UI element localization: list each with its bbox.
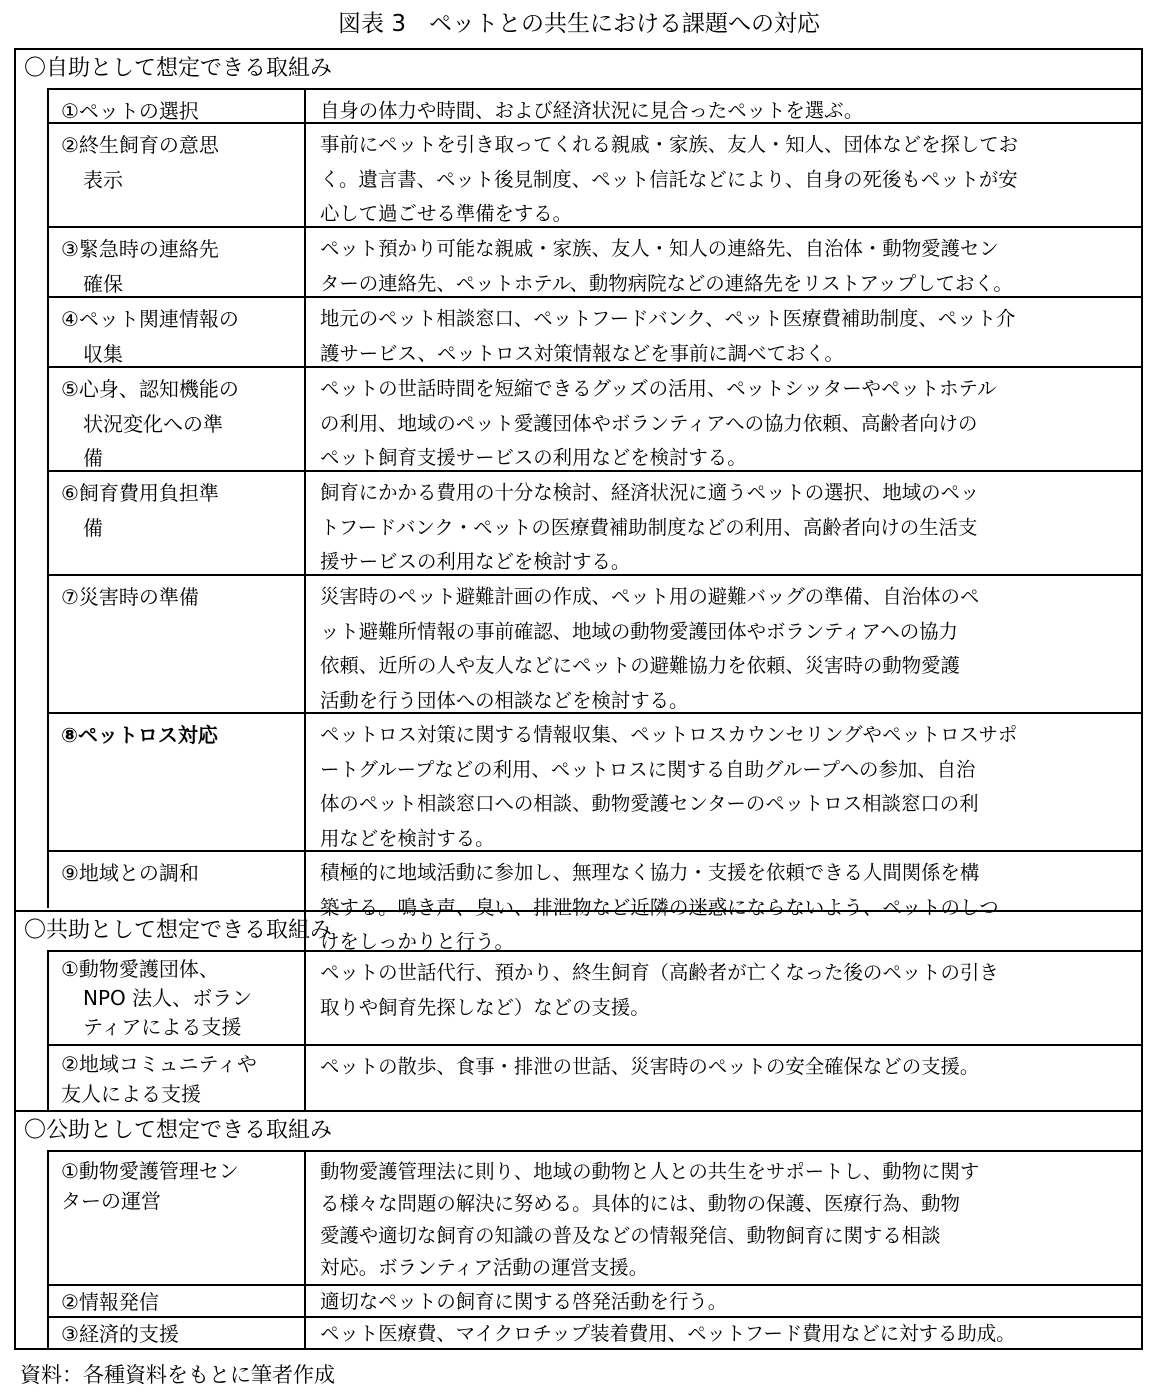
label-line: ①ペットの選択 <box>61 99 199 123</box>
table-row <box>49 296 1141 368</box>
table-row <box>49 950 1141 1046</box>
label-line: 友人による支援 <box>61 1082 201 1106</box>
text-line: ペットの世話時間を短縮できるグッズの活用、ペットシッターやペットホテル <box>320 377 997 400</box>
text-line: 援サービスの利用などを検討する。 <box>320 550 631 573</box>
row-label <box>49 1152 306 1286</box>
row-description <box>306 576 1141 714</box>
text-line: 自身の体力や時間、および経済状況に見合ったペットを選ぶ。 <box>320 99 864 122</box>
row-label <box>49 714 306 852</box>
label-line: 確保 <box>83 271 123 296</box>
row-description <box>306 124 1141 228</box>
text-line: く。遺言書、ペット後見制度、ペット信託などにより、自身の死後もペットが安 <box>320 167 1018 191</box>
text-line: ペット医療費、マイクロチップ装着費用、ペットフード費用などに対する助成。 <box>320 1322 1016 1345</box>
label-line: ⑤心身、認知機能の <box>61 377 239 401</box>
text-line: 地元のペット相談窓口、ペットフードバンク、ペット医療費補助制度、ペット介 <box>320 307 1016 330</box>
label-line: NPO 法人、ボラン <box>83 986 253 1010</box>
row-description <box>306 298 1141 368</box>
text-line: 活動を行う団体への相談などを検討する。 <box>320 688 689 712</box>
text-line: 適切なペットの飼育に関する啓発活動を行う。 <box>320 1290 728 1313</box>
text-line: 飼育にかかる費用の十分な検討、経済状況に適うペットの選択、地域のペッ <box>320 481 980 504</box>
text-line: 積極的に地域活動に参加し、無理なく協力・支援を依頼できる人間関係を構 <box>320 861 980 884</box>
text-line: る様々な問題の解決に努める。具体的には、動物の保護、医療行為、動物 <box>320 1192 960 1215</box>
row-description <box>306 714 1141 852</box>
label-line: 備 <box>83 446 103 470</box>
label-line: ⑥飼育費用負担準 <box>61 481 219 505</box>
table-row <box>49 88 1141 124</box>
row-label <box>49 576 306 714</box>
table-row <box>49 1044 1141 1112</box>
row-label <box>49 368 306 472</box>
text-line: 対応。ボランティア活動の運営支援。 <box>320 1256 649 1279</box>
row-label <box>49 952 306 1046</box>
label-line: 表示 <box>83 167 123 192</box>
table-row <box>49 574 1141 714</box>
mutual-help-rows <box>47 950 1141 1110</box>
row-label <box>49 124 306 228</box>
label-line: ターの運営 <box>61 1189 161 1213</box>
label-line: ②情報発信 <box>61 1290 159 1314</box>
section-heading-public-help: 〇公助として想定できる取組み <box>24 1118 333 1143</box>
row-description <box>306 1318 1141 1350</box>
text-line: 用などを検討する。 <box>320 826 495 850</box>
figure-title: 図表 3 ペットとの共生における課題への対応 <box>338 11 820 37</box>
row-label <box>49 1318 306 1350</box>
label-line: 状況変化への準 <box>83 411 223 436</box>
text-line: 取りや飼育先探しなど）などの支援。 <box>320 995 650 1019</box>
label-line: ②地域コミュニティや <box>61 1052 257 1076</box>
row-description <box>306 472 1141 576</box>
text-line: ペットの散歩、食事・排泄の世話、災害時のペットの安全確保などの支援。 <box>320 1055 980 1078</box>
text-line: ペット預かり可能な親戚・家族、友人・知人の連絡先、自治体・動物愛護セン <box>320 237 999 260</box>
section-heading-self-help: 〇自助として想定できる取組み <box>24 56 333 81</box>
text-line: ートグループなどの利用、ペットロスに関する自助グループへの参加、自治 <box>320 757 976 781</box>
label-line: ④ペット関連情報の <box>61 307 239 331</box>
text-line: 築する。鳴き声、臭い、排泄物など近隣の迷惑にならないよう、ペットのしつ <box>320 895 999 919</box>
table-row <box>49 122 1141 228</box>
row-description <box>306 90 1141 124</box>
table-row <box>49 1150 1141 1286</box>
label-line: ①動物愛護管理セン <box>61 1159 239 1183</box>
text-line: 依頼、近所の人や友人などにペットの避難協力を依頼、災害時の動物愛護 <box>320 654 960 677</box>
table-row <box>49 1316 1141 1350</box>
table-row <box>49 1284 1141 1318</box>
label-line: ⑦災害時の準備 <box>61 585 199 609</box>
text-line: ペットの世話代行、預かり、終生飼育（高齢者が亡くなった後のペットの引き <box>320 961 999 984</box>
row-description <box>306 1286 1141 1318</box>
text-line: 心して過ごせる準備をする。 <box>320 202 573 225</box>
table-row <box>49 470 1141 576</box>
row-label <box>49 1286 306 1318</box>
label-line: ①動物愛護団体、 <box>61 957 219 981</box>
row-label <box>49 228 306 298</box>
text-line: トフードバンク・ペットの医療費補助制度などの利用、高齢者向けの生活支 <box>320 515 978 539</box>
label-line: ③緊急時の連絡先 <box>61 237 219 261</box>
table-row <box>49 366 1141 472</box>
label-line: ③経済的支援 <box>61 1322 179 1346</box>
table-row <box>49 226 1141 298</box>
label-line: ⑨地域との調和 <box>61 861 199 885</box>
label-line: ティアによる支援 <box>83 1015 242 1039</box>
section-heading-mutual-help: 〇共助として想定できる取組み <box>24 918 333 943</box>
row-description <box>306 228 1141 298</box>
label-line: ⑧ペットロス対応 <box>61 723 218 747</box>
text-line: 体のペット相談窓口への相談、動物愛護センターのペットロス相談窓口の利 <box>320 792 979 815</box>
row-description <box>306 1046 1141 1112</box>
text-line: ット避難所情報の事前確認、地域の動物愛護団体やボランティアへの協力 <box>320 619 958 643</box>
text-line: の利用、地域のペット愛護団体やボランティアへの協力依頼、高齢者向けの <box>320 411 978 435</box>
label-line: 備 <box>83 515 103 540</box>
label-line: 収集 <box>83 341 123 366</box>
text-line: 事前にペットを引き取ってくれる親戚・家族、友人・知人、団体などを探してお <box>320 133 1019 156</box>
row-label <box>49 298 306 368</box>
source-note: 資料：各種資料をもとに筆者作成 <box>20 1363 335 1387</box>
text-line: 愛護や適切な飼育の知識の普及などの情報発信、動物飼育に関する相談 <box>320 1224 941 1247</box>
text-line: ペットロス対策に関する情報収集、ペットロスカウンセリングやペットロスサポ <box>320 723 1018 746</box>
text-line: ターの連絡先、ペットホテル、動物病院などの連絡先をリストアップしておく。 <box>320 271 1013 295</box>
row-label <box>49 472 306 576</box>
response-table <box>14 48 1143 1350</box>
text-line: 動物愛護管理法に則り、地域の動物と人との共生をサポートし、動物に関す <box>320 1160 980 1183</box>
text-line: 災害時のペット避難計画の作成、ペット用の避難バッグの準備、自治体のペ <box>320 585 980 608</box>
text-line: けをしっかりと行う。 <box>320 930 514 952</box>
public-help-rows <box>47 1150 1141 1348</box>
row-description <box>306 952 1141 1046</box>
table-row <box>49 712 1141 852</box>
text-line: 護サービス、ペットロス対策情報などを事前に調べておく。 <box>320 341 844 365</box>
row-description <box>306 368 1141 472</box>
text-line: ペット飼育支援サービスの利用などを検討する。 <box>320 446 747 469</box>
label-line: ②終生飼育の意思 <box>61 133 219 157</box>
row-label <box>49 90 306 124</box>
row-label <box>49 1046 306 1112</box>
row-description <box>306 1152 1141 1286</box>
